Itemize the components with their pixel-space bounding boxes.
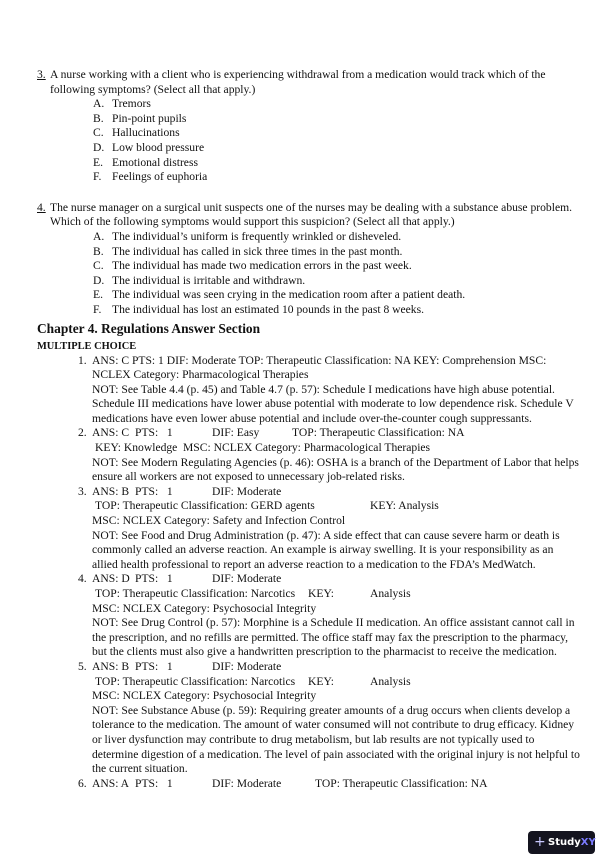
badge-brand-accent: XY xyxy=(580,837,596,848)
option-letter: E. xyxy=(93,155,103,169)
option-text: The individual is irritable and withdrawn. xyxy=(112,273,306,287)
answer-rationale: NOT: See Drug Control (p. 57): Morphine is a Schedule II medication. An office assistant cannot call in the prescription, and no refills are permitted. The office staff may fax the prescription to the pharmacy, but the clients must also give a handwritten prescription to the pharmacist to receive the medication. xyxy=(92,616,575,659)
answer-2 xyxy=(78,426,582,484)
ans-field: ANS: C xyxy=(92,426,130,440)
key-field: KEY: xyxy=(308,587,334,600)
answer-number: 2. xyxy=(78,426,87,440)
plus-icon: + xyxy=(534,834,546,850)
dif-field: DIF: Moderate xyxy=(212,572,282,586)
dif-field: DIF: Moderate xyxy=(212,776,282,790)
answer-1 xyxy=(78,354,582,427)
option-letter: F. xyxy=(93,302,102,316)
option-text: Pin-point pupils xyxy=(112,111,187,125)
msc-field: MSC: NCLEX Category: Safety and Infection Control xyxy=(92,514,346,528)
key-field: KEY: Knowledge xyxy=(95,441,178,455)
option-text: The individual’s uniform is frequently wrinkled or disheveled. xyxy=(112,229,402,243)
option-item xyxy=(93,97,582,112)
pts-field: PTS: 1 xyxy=(135,426,173,440)
option-letter: C. xyxy=(93,126,104,140)
option-item xyxy=(93,156,582,171)
top-field: TOP: Therapeutic Classification: Narcotics xyxy=(95,587,296,600)
ans-field: ANS: B xyxy=(92,659,130,673)
dif-field: DIF: Easy xyxy=(212,426,260,440)
answer-number: 3. xyxy=(78,484,87,498)
option-item xyxy=(93,288,582,303)
pts-field: PTS: 1 xyxy=(135,572,173,586)
option-text: The individual has called in sick three times in the past month. xyxy=(112,244,403,258)
option-text: Hallucinations xyxy=(112,126,180,140)
ans-field: ANS: B xyxy=(92,484,130,498)
msc-field: MSC: NCLEX Category: Psychosocial Integrity xyxy=(92,689,317,703)
option-letter: D. xyxy=(93,140,105,154)
answer-3 xyxy=(78,485,582,573)
answer-rationale: NOT: See Food and Drug Administration (p. 47): A side effect that can cause severe harm or death is commonly called an adverse reaction. An example is airway swelling. It is your responsibility as an allied health professional to report an adverse reaction to a medication to the FDA’s MedWatch. xyxy=(92,528,560,571)
answer-6 xyxy=(78,777,582,792)
badge-brand: Study xyxy=(548,837,581,848)
option-letter: A. xyxy=(93,97,105,111)
option-letter: D. xyxy=(93,273,105,287)
answer-4 xyxy=(78,572,582,660)
option-letter: E. xyxy=(93,288,103,302)
option-letter: F. xyxy=(93,170,102,184)
msc-field: MSC: NCLEX Category: Psychosocial Integrity xyxy=(92,601,317,615)
option-text: The individual has made two medication errors in the past week. xyxy=(112,259,412,273)
question-text: The nurse manager on a surgical unit suspects one of the nurses may be dealing with a substance abuse problem. Which of the following symptoms would support this suspicion? (Select all that apply.) xyxy=(50,200,573,229)
key-value: Analysis xyxy=(370,674,411,688)
option-item xyxy=(93,259,582,274)
top-field: TOP: Therapeutic Classification: NA xyxy=(315,776,488,790)
answer-number: 5. xyxy=(78,659,87,673)
answer-rationale: NOT: See Substance Abuse (p. 59): Requiring greater amounts of a drug occurs when clients develop a tolerance to the medication. The amount of water consumed will not contribute to drug efficacy. Kidney or liver dysfunction may contribute to drug metabolism, but lab results are not typically used to determine digestion of a medication. The level of pain associated with the original injury is not helpful to the current situation. xyxy=(92,703,580,776)
answer-rationale: NOT: See Table 4.4 (p. 45) and Table 4.7 (p. 57): Schedule I medications have high abuse potential. Schedule III medications have lower abuse potential with moderate to low dependence risk. Schedule V medications have even lower abuse potential and include over-the-counter cough suppressants. xyxy=(92,382,574,425)
section-title: Chapter 4. Regulations Answer Section xyxy=(37,320,261,336)
option-text: Tremors xyxy=(112,97,151,111)
question-text: A nurse working with a client who is experiencing withdrawal from a medication would track which of the following symptoms? (Select all that apply.) xyxy=(50,68,546,96)
options-list xyxy=(93,230,582,318)
option-item xyxy=(93,126,582,141)
pts-field: PTS: 1 xyxy=(135,484,173,498)
answer-number: 6. xyxy=(78,776,87,790)
answer-number: 1. xyxy=(78,353,87,367)
option-letter: B. xyxy=(93,111,104,125)
option-item xyxy=(93,245,582,260)
ans-field: ANS: D xyxy=(92,572,130,586)
option-text: Emotional distress xyxy=(112,155,198,169)
answer-rationale: NOT: See Modern Regulating Agencies (p. 46): OSHA is a branch of the Department of Labor that helps ensure all workers are not exposed to unnecessary job-related risks. xyxy=(92,455,579,484)
answer-5 xyxy=(78,660,582,777)
top-field: TOP: Therapeutic Classification: NA xyxy=(292,426,465,440)
question-number: 4. xyxy=(37,200,46,214)
msc-field: MSC: NCLEX Category: Pharmacological Therapies xyxy=(183,441,431,455)
ans-field: ANS: A xyxy=(92,776,130,790)
badge-logo xyxy=(548,831,596,854)
key-value: Analysis xyxy=(370,587,411,600)
top-field: TOP: Therapeutic Classification: GERD agents xyxy=(95,499,315,513)
question-4 xyxy=(37,201,582,318)
option-letter: B. xyxy=(93,244,104,258)
option-item xyxy=(93,230,582,245)
option-text: The individual was seen crying in the medication room after a patient death. xyxy=(112,288,466,302)
option-text: Feelings of euphoria xyxy=(112,170,208,184)
option-item xyxy=(93,112,582,127)
dif-field: DIF: Moderate xyxy=(212,659,282,673)
option-text: The individual has lost an estimated 10 pounds in the past 8 weeks. xyxy=(112,302,425,316)
option-item xyxy=(93,274,582,289)
option-item xyxy=(93,170,582,185)
option-item xyxy=(93,141,582,156)
key-field: KEY: Analysis xyxy=(370,499,439,513)
option-item xyxy=(93,303,582,318)
answer-meta: ANS: C PTS: 1 DIF: Moderate TOP: Therapeutic Classification: NA KEY: Comprehension MSC: NCLEX Category: Pharmacological Therapies xyxy=(92,353,547,382)
question-number: 3. xyxy=(37,68,46,81)
option-letter: C. xyxy=(93,259,104,273)
answer-number: 4. xyxy=(78,572,87,586)
pts-field: PTS: 1 xyxy=(135,776,173,790)
dif-field: DIF: Moderate xyxy=(212,484,282,498)
subsection-title: MULTIPLE CHOICE xyxy=(37,340,137,352)
top-field: TOP: Therapeutic Classification: Narcotics xyxy=(95,674,296,688)
key-field: KEY: xyxy=(308,674,334,688)
option-text: Low blood pressure xyxy=(112,140,205,154)
options-list xyxy=(93,97,582,185)
pts-field: PTS: 1 xyxy=(135,659,173,673)
studyxy-badge[interactable] xyxy=(528,831,595,854)
question-3 xyxy=(37,68,582,185)
option-letter: A. xyxy=(93,229,105,243)
